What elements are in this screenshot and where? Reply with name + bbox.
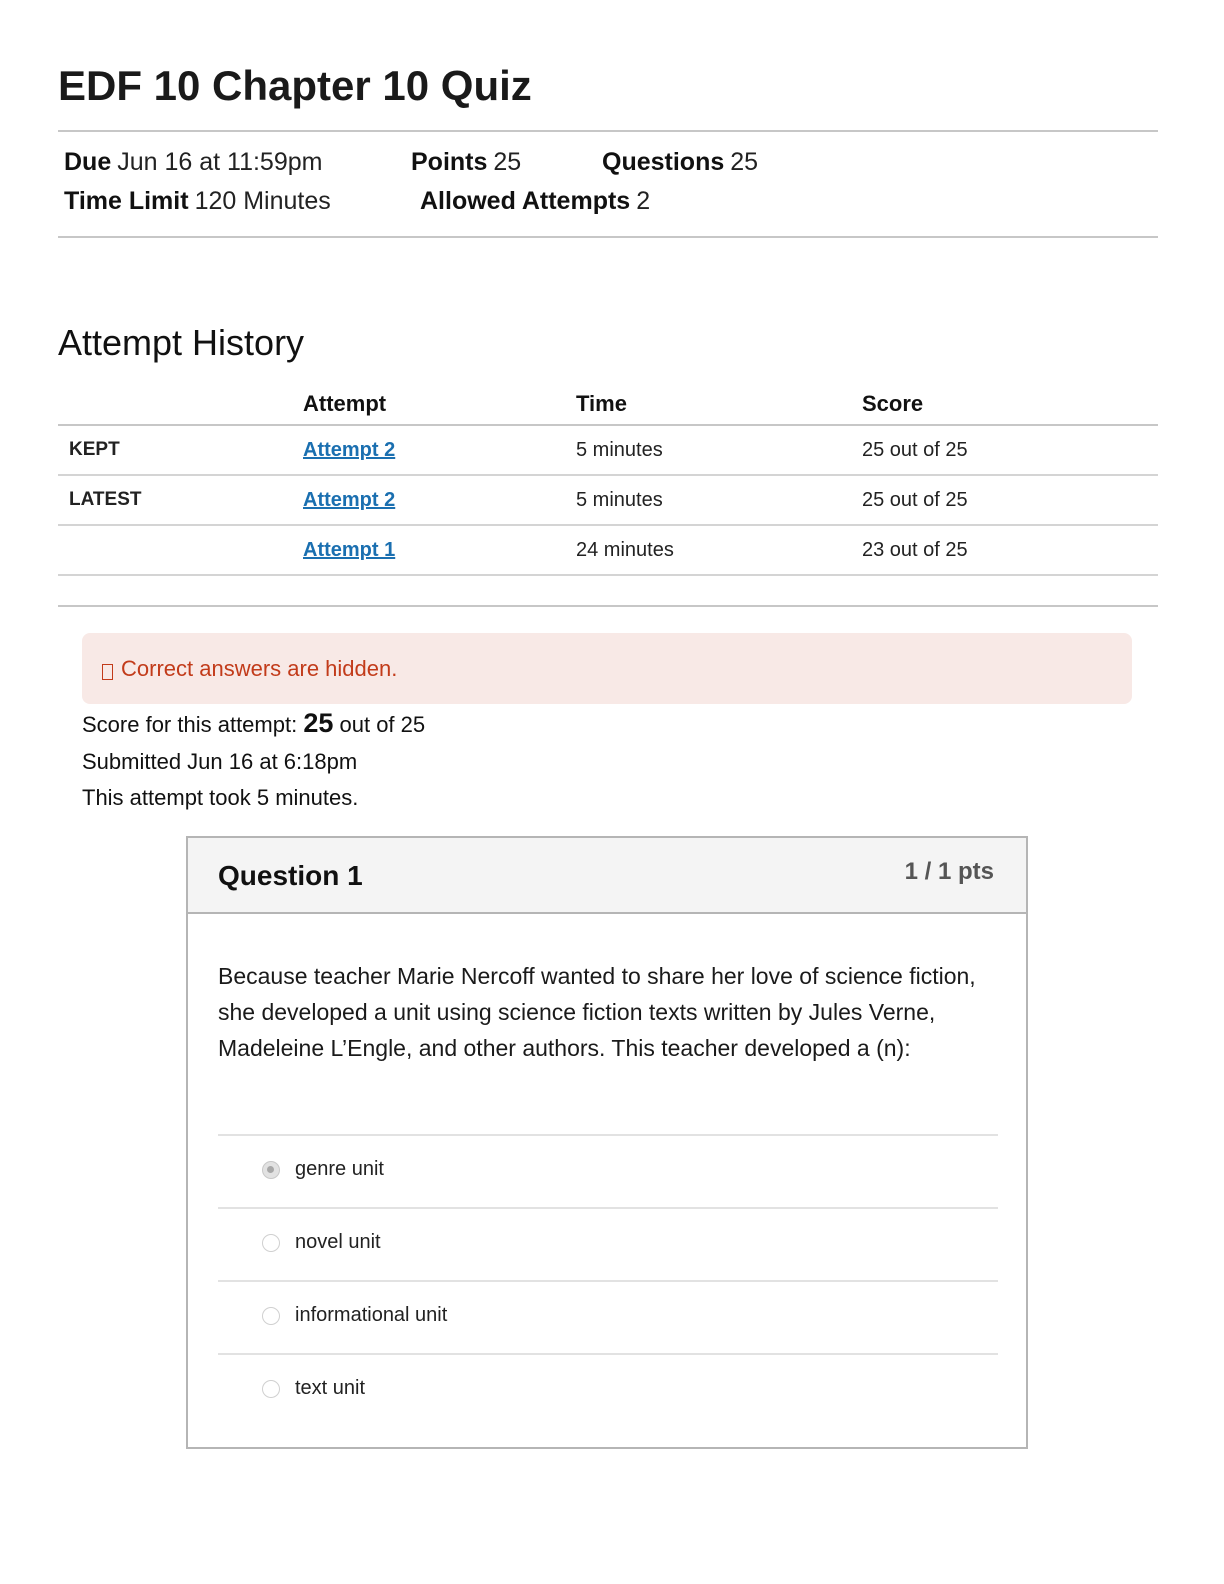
attempt-history-table	[58, 384, 1158, 576]
question-card	[186, 836, 1028, 1449]
score-prefix: Score for this attempt:	[82, 712, 298, 737]
points-info	[411, 148, 521, 177]
question-header	[188, 838, 1026, 914]
header-time: Time	[576, 384, 862, 425]
score-cell: 23 out of 25	[862, 525, 1158, 575]
due-date	[64, 148, 322, 177]
time-limit-label: Time Limit	[64, 187, 189, 215]
question-points: 1 / 1 pts	[904, 858, 994, 885]
divider	[58, 236, 1158, 238]
alert-text: Correct answers are hidden.	[121, 655, 398, 681]
submitted-text: Submitted Jun 16 at 6:18pm	[82, 749, 358, 774]
divider	[58, 130, 1158, 132]
table-row	[58, 475, 1158, 525]
time-cell: 5 minutes	[576, 475, 862, 525]
attempt-cell	[303, 425, 576, 475]
attempt-history-title: Attempt History	[58, 322, 305, 363]
time-cell: 5 minutes	[576, 425, 862, 475]
row-status-label: LATEST	[58, 475, 303, 525]
row-status-label	[58, 525, 303, 575]
allowed-attempts-value: 2	[636, 187, 651, 215]
table-row	[58, 525, 1158, 575]
radio-icon[interactable]	[262, 1380, 280, 1398]
answer-list	[218, 1134, 998, 1426]
time-cell: 24 minutes	[576, 525, 862, 575]
score-value: 25	[303, 708, 334, 738]
header-empty	[58, 384, 303, 425]
attempt-link[interactable]: Attempt 2	[303, 488, 396, 511]
page-title: EDF 10 Chapter 10 Quiz	[58, 62, 532, 109]
radio-selected-icon[interactable]	[262, 1161, 280, 1179]
radio-icon[interactable]	[262, 1234, 280, 1252]
answer-label: genre unit	[295, 1158, 384, 1180]
radio-icon[interactable]	[262, 1307, 280, 1325]
question-title: Question 1	[218, 860, 363, 891]
due-label: Due	[64, 148, 112, 176]
row-status-label: KEPT	[58, 425, 303, 475]
answer-option[interactable]	[218, 1280, 998, 1353]
time-limit	[64, 187, 331, 216]
score-cell: 25 out of 25	[862, 425, 1158, 475]
answer-label: informational unit	[295, 1304, 448, 1326]
answer-label: novel unit	[295, 1231, 381, 1253]
attempt-link[interactable]: Attempt 1	[303, 538, 396, 561]
questions-value: 25	[730, 148, 759, 176]
questions-label: Questions	[602, 148, 725, 176]
warning-icon	[102, 664, 113, 680]
attempt-duration-text: This attempt took 5 minutes.	[82, 785, 359, 810]
table-header-row	[58, 384, 1158, 425]
allowed-attempts-label: Allowed Attempts	[420, 187, 631, 215]
questions-info	[602, 148, 758, 177]
attempt-cell	[303, 475, 576, 525]
time-limit-value: 120 Minutes	[194, 187, 331, 215]
header-attempt: Attempt	[303, 384, 576, 425]
correct-answers-hidden-alert	[82, 633, 1132, 704]
score-cell: 25 out of 25	[862, 475, 1158, 525]
attempt-cell	[303, 525, 576, 575]
header-score: Score	[862, 384, 1158, 425]
due-value: Jun 16 at 11:59pm	[117, 148, 323, 176]
attempt-link[interactable]: Attempt 2	[303, 438, 396, 461]
attempt-score-line	[82, 708, 425, 739]
answer-option[interactable]	[218, 1207, 998, 1280]
answer-option[interactable]	[218, 1353, 998, 1426]
divider	[58, 605, 1158, 607]
answer-option[interactable]	[218, 1134, 998, 1207]
points-value: 25	[493, 148, 522, 176]
score-suffix: out of 25	[339, 712, 426, 737]
answer-label: text unit	[295, 1377, 366, 1399]
table-row	[58, 425, 1158, 475]
allowed-attempts	[420, 187, 650, 216]
points-label: Points	[411, 148, 488, 176]
question-text: Because teacher Marie Nercoff wanted to share her love of science fiction, she developed a unit using science fiction texts written by Jules Verne, Madeleine L’Engle, and other authors. This teacher developed a (n):	[218, 963, 976, 1061]
